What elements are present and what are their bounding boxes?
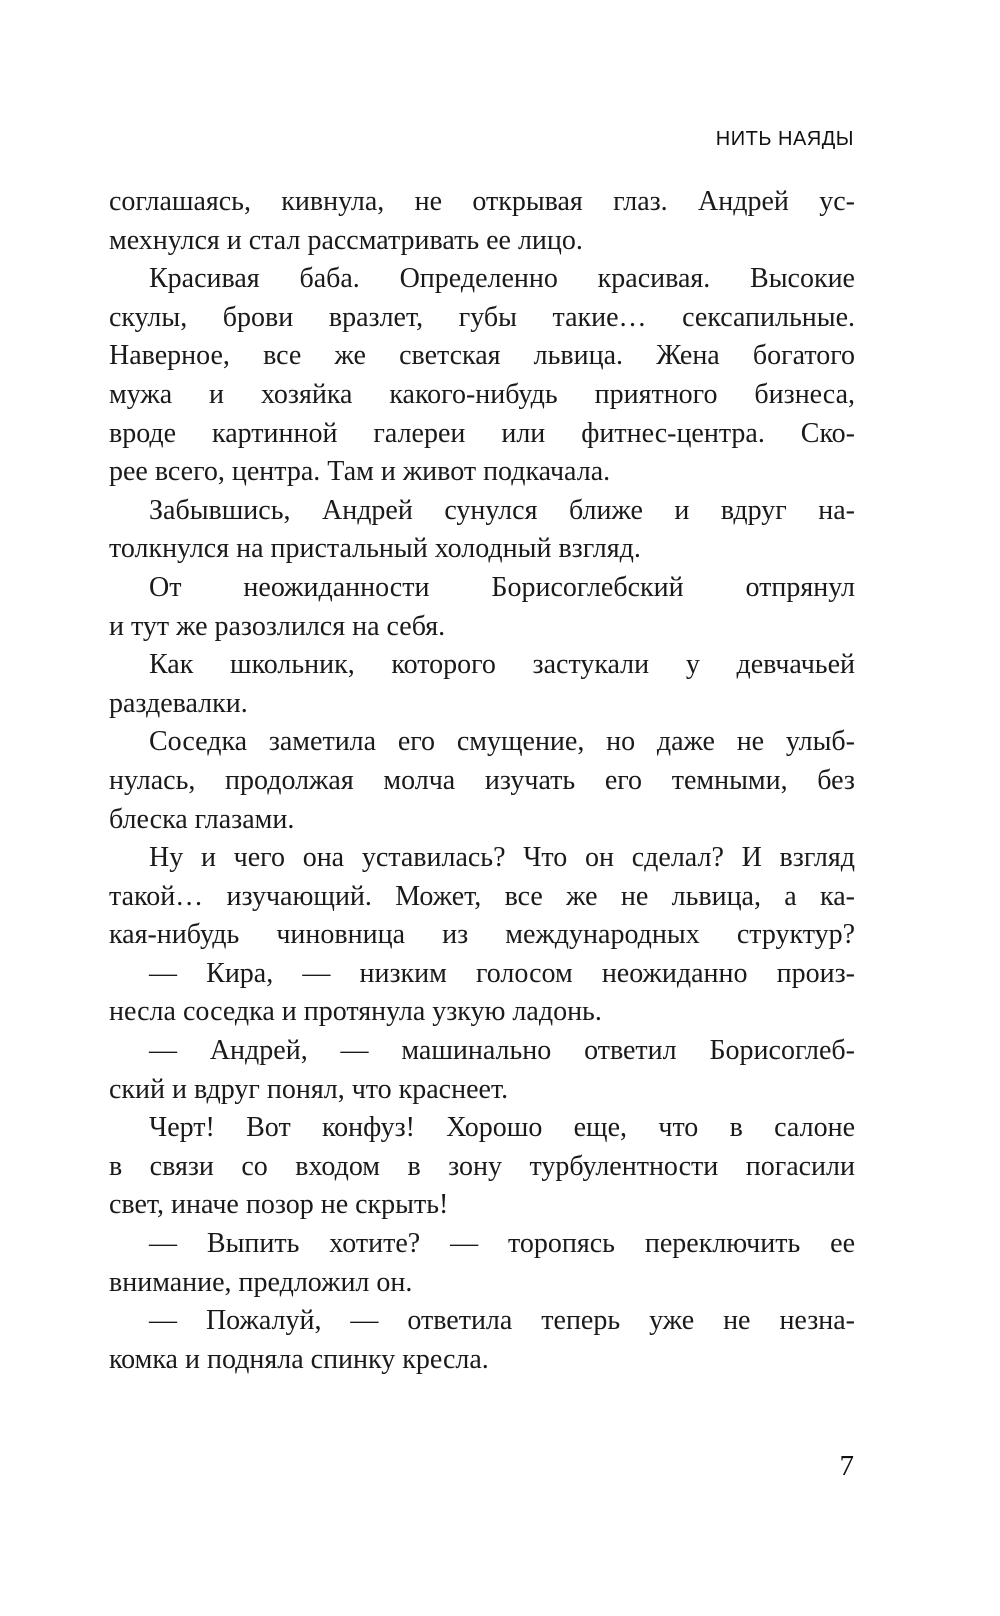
running-head: НИТЬ НАЯДЫ <box>715 128 854 150</box>
text-line: соглашаясь, кивнула, не открывая глаз. Андрей ус- <box>109 186 855 217</box>
text-line: несла соседка и протянула узкую ладонь. <box>109 996 602 1028</box>
text-line: Соседка заметила его смущение, но даже не улыб- <box>149 726 855 758</box>
text-line: нулась, продолжая молча изучать его темными, без <box>109 764 855 796</box>
text-line: такой… изучающий. Может, все же не львица, а ка- <box>109 880 855 912</box>
text-line: толкнулся на пристальный холодный взгляд. <box>109 533 641 565</box>
text-line: в связи со входом в зону турбулентности погасили <box>109 1150 855 1182</box>
text-line: и тут же разозлился на себя. <box>109 610 446 642</box>
text-line: Красивая баба. Определенно красивая. Высокие <box>149 263 855 295</box>
text-line: комка и подняла спинку кресла. <box>109 1343 489 1375</box>
text-line: мужа и хозяйка какого-нибудь приятного бизнеса, <box>109 378 855 410</box>
text-line: кая-нибудь чиновница из международных структур? <box>109 919 855 951</box>
text-line: рее всего, центра. Там и живот подкачала. <box>109 456 611 488</box>
text-line: Ну и чего она уставилась? Что он сделал? И взгляд <box>149 842 855 874</box>
text-line: Черт! Вот конфуз! Хорошо еще, что в салоне <box>149 1112 855 1144</box>
text-line: вроде картинной галереи или фитнес-центра. Ско- <box>109 417 855 449</box>
text-line: — Выпить хотите? — торопясь переключить ее <box>149 1228 855 1260</box>
body-text <box>109 183 855 1379</box>
text-line: Наверное, все же светская львица. Жена богатого <box>109 340 855 372</box>
text-line: ский и вдруг понял, что краснеет. <box>109 1073 509 1105</box>
text-line: свет, иначе позор не скрыть! <box>109 1189 449 1221</box>
page-number: 7 <box>839 1450 854 1482</box>
text-line: внимание, предложил он. <box>109 1266 413 1298</box>
text-line: — Кира, — низким голосом неожиданно произ- <box>149 957 855 989</box>
text-line: Как школьник, которого застукали у девчачьей <box>149 649 855 681</box>
text-line: — Андрей, — машинально ответил Борисоглеб- <box>149 1035 855 1067</box>
text-line: скулы, брови вразлет, губы такие… сексапильные. <box>109 301 855 333</box>
text-line: блеска глазами. <box>109 803 295 835</box>
text-line: мехнулся и стал рассматривать ее лицо. <box>109 224 583 256</box>
text-line: От неожиданности Борисоглебский отпрянул <box>149 571 855 603</box>
text-line: — Пожалуй, — ответила теперь уже не незна- <box>149 1305 855 1337</box>
text-line: Забывшись, Андрей сунулся ближе и вдруг на- <box>149 494 855 526</box>
text-line: раздевалки. <box>109 687 248 719</box>
